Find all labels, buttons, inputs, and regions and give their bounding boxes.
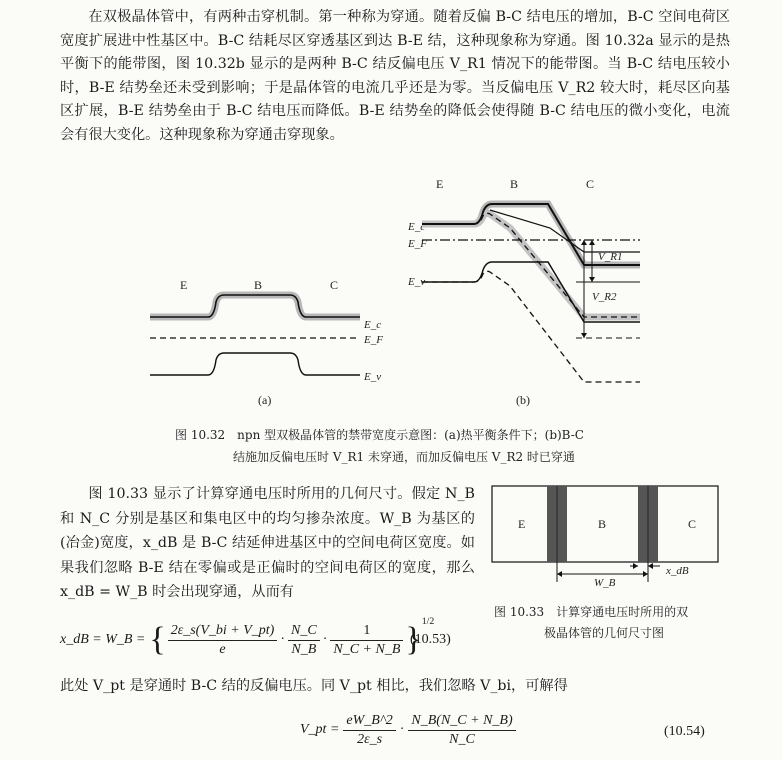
wb-arrow-right-icon	[643, 571, 648, 577]
vr2-label: V_R2	[592, 291, 617, 303]
eq53-den1: e	[219, 641, 226, 657]
vr1-arrow-bottom-icon	[589, 277, 595, 282]
vr1-arrow-top-icon	[589, 240, 595, 245]
paragraph-2-text: 图 10.33 显示了计算穿通电压时所用的几何尺寸。假定 N_B 和 N_C 分别是基区和集电区中的均匀掺杂浓度。W_B 为基区的(冶金)宽度，x_dB 是 B-C 结延伸进基区中的空间电荷区宽度。如果我们忽略 B-E 结在零偏或是正偏时的空间电荷区的宽度，那么 x_dB = W_B 时会出现穿通，从而有	[60, 486, 475, 600]
figure-10-33	[490, 484, 730, 594]
ef-label-a: E_F	[364, 334, 383, 346]
eq53-num3: 1	[330, 623, 403, 641]
eq53-frac1	[168, 623, 278, 658]
caption-line-1: 图 10.32 npn 型双极晶体管的禁带宽度示意图：(a)热平衡条件下；(b)B-C	[175, 428, 584, 442]
eq53-dot1: ·	[280, 632, 285, 647]
paragraph-1-text: 在双极晶体管中，有两种击穿机制。第一种称为穿通。随着反偏 B-C 结电压的增加，B-C 空间电荷区宽度扩展进中性基区中。B-C 结耗尽区穿透基区到达 B-E 结，这种现象称为穿通。图 10.32a 显示的是热平衡下的能带图，图 10.32b 显示的是两种 B-C 结反偏电压 V_R1 情况下的能带图。当 B-C 结电压较小时，B-E 结势垒还未受到影响；于是晶体管的电流几乎还是为零。当反偏电压 V_R2 较大时，耗尽区向基区扩展，B-E 结势垒由于 B-C 结电压而降低。B-E 结势垒的降低会使得随 B-C 结电压的微小变化，电流会有很大变化。这种现象称为穿通击穿现象。	[60, 9, 730, 143]
paragraph-1	[60, 6, 730, 147]
vr2-arrow-top-icon	[581, 240, 587, 245]
figure-10-32-caption	[175, 424, 655, 468]
fig33-caption-line-2: 极晶体管的几何尺寸图	[544, 626, 665, 640]
ec-label-b: E_c	[408, 221, 426, 233]
eq54-lhs: V_pt =	[300, 722, 340, 737]
fig33-caption-line-1: 图 10.33 计算穿通电压时所用的双	[494, 605, 689, 619]
region-label-b-a: B	[254, 278, 263, 292]
region-c-label: C	[688, 517, 697, 531]
eq53-frac3	[330, 623, 403, 658]
xdb-label: x_dB	[666, 565, 689, 577]
vr2-arrow-bottom-icon	[581, 333, 587, 338]
equation-10-54	[300, 704, 516, 756]
region-label-b-b: B	[510, 177, 519, 191]
ev-label-a: E_v	[364, 371, 382, 383]
paragraph-2	[60, 482, 475, 605]
eq53-lhs: x_dB = W_B =	[60, 632, 146, 647]
region-b-label: B	[598, 517, 607, 531]
figure-10-32	[140, 172, 660, 420]
xdb-arrow-left-icon	[633, 563, 638, 569]
paragraph-3-text: 此处 V_pt 是穿通时 B-C 结的反偏电压。同 V_pt 相比，我们忽略 V_bi，可解得	[60, 678, 568, 694]
ec-label-a: E_c	[364, 319, 382, 331]
wb-label: W_B	[594, 577, 616, 589]
eq53-num1: 2ε_s(V_bi + V_pt)	[168, 623, 278, 641]
eq53-right-brace: }	[405, 621, 422, 658]
eq54-num1: eW_B^2	[343, 713, 395, 731]
region-label-e-a: E	[180, 278, 188, 292]
ev-band-vr2	[422, 271, 640, 382]
eq54-frac1	[343, 713, 395, 748]
ev-band-a	[150, 353, 360, 375]
band-diagram-b	[407, 177, 640, 407]
sublabel-a: (a)	[258, 393, 272, 407]
caption-line-2: 结施加反偏电压时 V_R1 未穿通，而加反偏电压 V_R2 时已穿通	[233, 450, 575, 464]
eq54-dot: ·	[399, 722, 405, 737]
region-label-c-a: C	[330, 278, 339, 292]
ef-label-b: E_F	[408, 238, 427, 250]
eq53-frac2	[288, 623, 320, 658]
eq54-den2: N_C	[449, 731, 475, 747]
vr1-label: V_R1	[598, 251, 623, 263]
eq53-num2: N_C	[288, 623, 320, 641]
eq54-num2: N_B(N_C + N_B)	[408, 713, 515, 731]
ec-band-shading-a	[150, 295, 360, 317]
paragraph-3	[60, 675, 730, 699]
wb-arrow-left-icon	[557, 571, 562, 577]
eq53-den2: N_B	[291, 641, 317, 657]
eq53-exponent: 1/2	[421, 616, 435, 627]
eq54-den1: 2ε_s	[357, 731, 383, 747]
eq53-dot2: ·	[322, 632, 328, 647]
sublabel-b: (b)	[516, 393, 530, 407]
eq54-number: (10.54)	[664, 724, 705, 739]
eq53-left-brace: {	[149, 621, 166, 658]
eq53-number: (10.53)	[410, 632, 451, 647]
figure-10-33-caption	[494, 602, 734, 644]
region-label-c-b: C	[586, 177, 595, 191]
eq53-den3: N_C + N_B	[333, 641, 401, 657]
region-label-e-b: E	[436, 177, 444, 191]
region-e-label: E	[518, 517, 526, 531]
xdb-arrow-right-icon	[648, 563, 653, 569]
ev-label-b: E_v	[408, 276, 426, 288]
eq54-frac2	[408, 713, 515, 748]
band-diagram-a	[150, 278, 383, 407]
